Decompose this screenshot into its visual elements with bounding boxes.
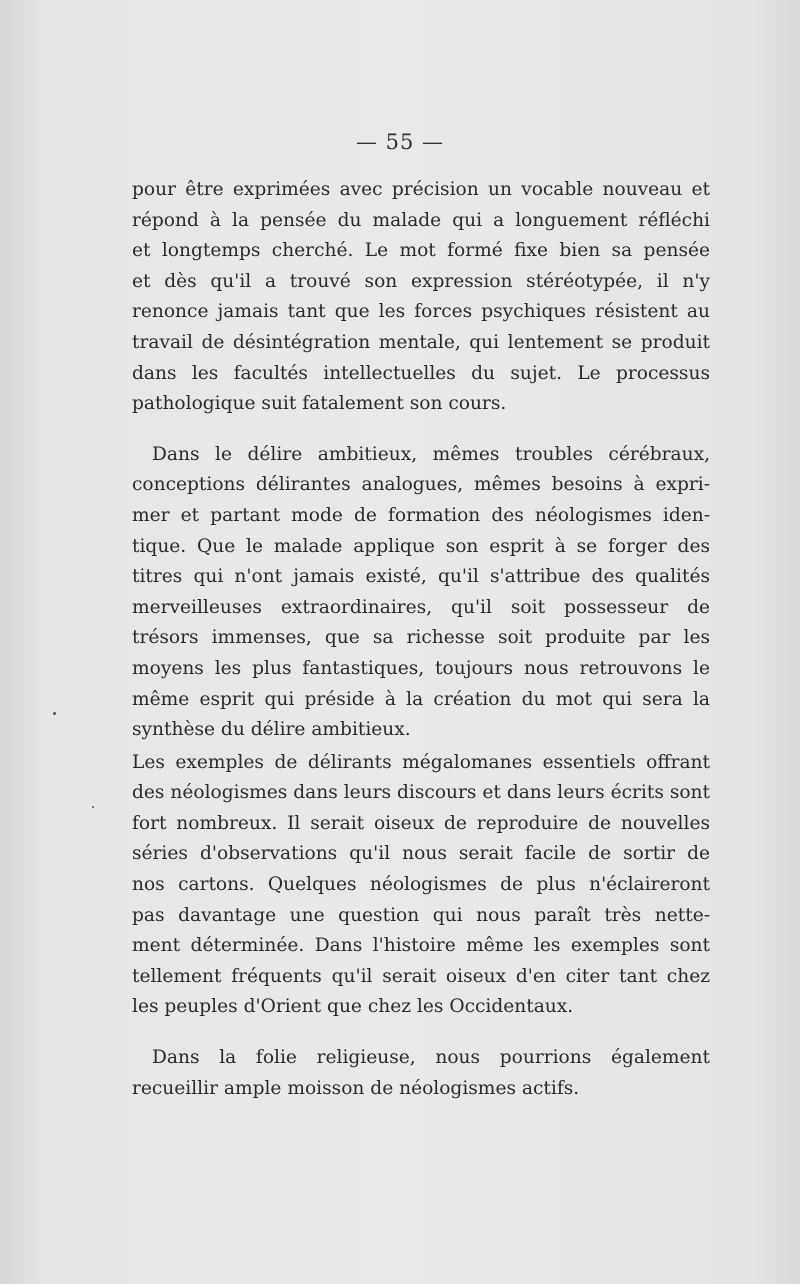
text-line: pour être exprimées avec précision un vocable nouveau et <box>132 179 710 200</box>
text-line: tellement fréquents qu'il serait oiseux d'en citer tant chez <box>132 965 710 987</box>
paper-speck <box>53 712 56 715</box>
text-line: Les exemples de délirants mégalomanes essentiels offrant <box>132 751 710 773</box>
text-line: et longtemps cherché. Le mot formé fixe bien sa pensée <box>132 240 710 262</box>
text-line: moyens les plus fantastiques, toujours nous retrouvons le <box>132 657 710 679</box>
text-line: ment déterminée. Dans l'histoire même les exemples sont <box>132 935 710 957</box>
text-line: des néologismes dans leurs discours et dans leurs écrits sont <box>132 782 710 804</box>
text-line: séries d'observations qu'il nous serait facile de sortir de <box>132 843 710 865</box>
text-line: nos cartons. Quelques néologismes de plus n'éclaireront <box>132 874 710 896</box>
text-line: même esprit qui préside à la création du mot qui sera la <box>132 688 710 710</box>
text-line: et dès qu'il a trouvé son expression stéréotypée, il n'y <box>132 270 710 292</box>
text-line: Dans la folie religieuse, nous pourrions également <box>152 1047 710 1069</box>
text-line: fort nombreux. Il serait oiseux de reproduire de nouvelles <box>132 812 710 834</box>
paper-speck <box>92 806 94 808</box>
paragraph-1 <box>132 175 710 420</box>
paragraph-spacer <box>132 420 710 440</box>
text-line: répond à la pensée du malade qui a longuement réfléchi <box>132 209 710 231</box>
page-number: — 55 — <box>355 130 445 154</box>
text-line: dans les facultés intellectuelles du sujet. Le processus <box>132 362 710 384</box>
paragraph-spacer <box>132 1023 710 1043</box>
paragraph-3 <box>132 748 710 1023</box>
text-line: travail de désintégration mentale, qui lentement se produit <box>132 331 710 353</box>
text-line: conceptions délirantes analogues, mêmes besoins à expri- <box>132 474 710 496</box>
text-line: titres qui n'ont jamais existé, qu'il s'attribue des qualités <box>132 566 710 588</box>
text-line: tique. Que le malade applique son esprit à se forger des <box>132 535 710 557</box>
body-text <box>132 175 710 1104</box>
text-line: les peuples d'Orient que chez les Occidentaux. <box>132 996 574 1018</box>
text-line: recueillir ample moisson de néologismes actifs. <box>132 1077 580 1099</box>
text-line: pas davantage une question qui nous paraît très nette- <box>132 904 710 926</box>
paragraph-4 <box>132 1043 710 1104</box>
text-line: synthèse du délire ambitieux. <box>132 719 411 741</box>
text-line: trésors immenses, que sa richesse soit produite par les <box>132 627 710 649</box>
text-line: merveilleuses extraordinaires, qu'il soit possesseur de <box>132 596 710 618</box>
text-line: Dans le délire ambitieux, mêmes troubles cérébraux, <box>152 443 710 465</box>
paragraph-2 <box>132 440 710 746</box>
text-line: mer et partant mode de formation des néologismes iden- <box>132 504 710 526</box>
text-line: pathologique suit fatalement son cours. <box>132 393 507 415</box>
text-line: renonce jamais tant que les forces psychiques résistent au <box>132 301 710 323</box>
